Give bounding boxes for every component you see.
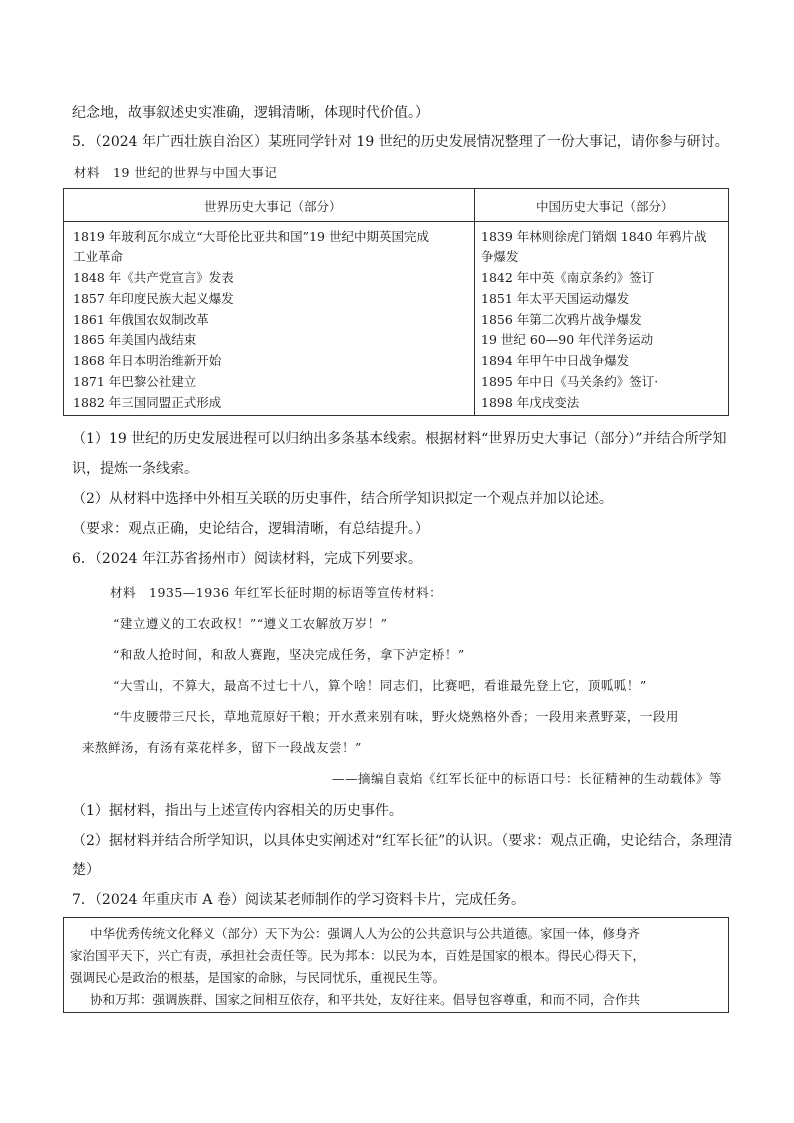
q6-sub2-line1: （2）据材料并结合所学知识，以具体史实阐述对“红军长征”的认识。（要求：观点正确，史论结合，条理清 bbox=[72, 833, 733, 849]
q5-material-label: 材料 19 世纪的世界与中国大事记 bbox=[74, 165, 278, 180]
q6-slogan: “大雪山，不算大，最高不过七十八，算个啥！同志们，比赛吧，看谁最先登上它，顶呱呱！” bbox=[113, 678, 647, 693]
china-row: 1842 年中英《南京条约》签订 bbox=[481, 270, 655, 285]
china-row: 1894 年甲午中日战争爆发 bbox=[481, 353, 630, 368]
q6-slogan: “和敌人抢时间，和敌人赛跑，坚决完成任务，拿下泸定桥！” bbox=[113, 647, 465, 662]
card-line: 中华优秀传统文化释义（部分）天下为公：强调人人为公的公共意识与公共道德。家国一体，修身齐 bbox=[90, 926, 641, 941]
world-row: 1868 年日本明治维新开始 bbox=[73, 353, 222, 368]
q5-title: 5．（2024 年广西壮族自治区）某班同学针对 19 世纪的历史发展情况整理了一份大事记，请你参与研讨。 bbox=[72, 134, 729, 150]
china-row: 争爆发 bbox=[481, 249, 519, 264]
q6-material-label: 材料 1935—1936 年红军长征时期的标语等宣传材料： bbox=[110, 585, 443, 600]
q6-sub1: （1）据材料，指出与上述宣传内容相关的历史事件。 bbox=[72, 803, 403, 819]
china-row: 19 世纪 60—90 年代洋务运动 bbox=[481, 332, 654, 347]
q5-sub2: （2）从材料中选择中外相互关联的历史事件，结合所学知识拟定一个观点并加以论述。 bbox=[72, 491, 613, 507]
q7-title: 7．（2024 年重庆市 A 卷）阅读某老师制作的学习资料卡片，完成任务。 bbox=[72, 892, 525, 908]
china-row: 1851 年太平天国运动爆发 bbox=[481, 291, 630, 306]
china-row: 1856 年第二次鸦片战争爆发 bbox=[481, 312, 642, 327]
world-row: 工业革命 bbox=[73, 249, 124, 264]
world-row: 1861 年俄国农奴制改革 bbox=[73, 312, 209, 327]
table-header-rule bbox=[64, 221, 728, 222]
world-row: 1882 年三国同盟正式形成 bbox=[73, 395, 222, 410]
world-header: 世界历史大事记（部分） bbox=[204, 199, 342, 214]
card-line: 强调民心是政治的根基，是国家的命脉，与民同忧乐，重视民生等。 bbox=[70, 970, 446, 985]
q5-sub1-line1: （1）19 世纪的历史发展进程可以归纳出多条基本线索。根据材料“世界历史大事记（部分）”并结合所学知 bbox=[72, 431, 727, 447]
q6-slogan: “建立遵义的工农政权！”“遵义工农解放万岁！” bbox=[113, 616, 388, 631]
china-header: 中国历史大事记（部分） bbox=[536, 199, 674, 214]
world-row: 1871 年巴黎公社建立 bbox=[73, 374, 197, 389]
events-table bbox=[63, 188, 729, 416]
intro-end-text: 纪念地，故事叙述史实准确，逻辑清晰，体现时代价值。） bbox=[72, 105, 429, 121]
card-line: 家治国平天下，兴亡有责，承担社会责任等。民为邦本：以民为本，百姓是国家的根本。得民心得天下， bbox=[70, 948, 646, 963]
table-divider bbox=[474, 189, 475, 415]
china-row: 1895 年中日《马关条约》签订· bbox=[481, 374, 659, 389]
world-row: 1857 年印度民族大起义爆发 bbox=[73, 291, 234, 306]
card-line: 协和万邦：强调族群、国家之间相互依存，和平共处，友好往来。倡导包容尊重，和而不同，合作共 bbox=[90, 992, 641, 1007]
world-row: 1848 年《共产党宣言》发表 bbox=[73, 270, 234, 285]
china-row: 1898 年戊戌变法 bbox=[481, 395, 580, 410]
q6-source: ——摘编自袁焰《红军长征中的标语口号：长征精神的生动载体》等 bbox=[331, 771, 722, 786]
q6-slogan: “牛皮腰带三尺长，草地荒原好干粮；开水煮来别有味，野火烧熟格外香；一段用来煮野菜，一段用 bbox=[113, 709, 679, 724]
q6-title: 6．（2024 年江苏省扬州市）阅读材料，完成下列要求。 bbox=[72, 551, 422, 567]
study-card bbox=[63, 917, 729, 1013]
world-row: 1865 年美国内战结束 bbox=[73, 332, 197, 347]
q6-sub2-line2: 楚） bbox=[72, 862, 100, 878]
q5-requirement: （要求：观点正确，史论结合，逻辑清晰，有总结提升。） bbox=[72, 521, 429, 537]
world-row: 1819 年玻利瓦尔成立“大哥伦比亚共和国”19 世纪中期英国完成 bbox=[73, 229, 429, 244]
q6-slogan: 来熬鲜汤，有汤有菜花样多，留下一段战友尝！” bbox=[82, 740, 362, 755]
china-row: 1839 年林则徐虎门销烟 1840 年鸦片战 bbox=[481, 229, 707, 244]
q5-sub1-line2: 识，提炼一条线索。 bbox=[72, 461, 198, 477]
